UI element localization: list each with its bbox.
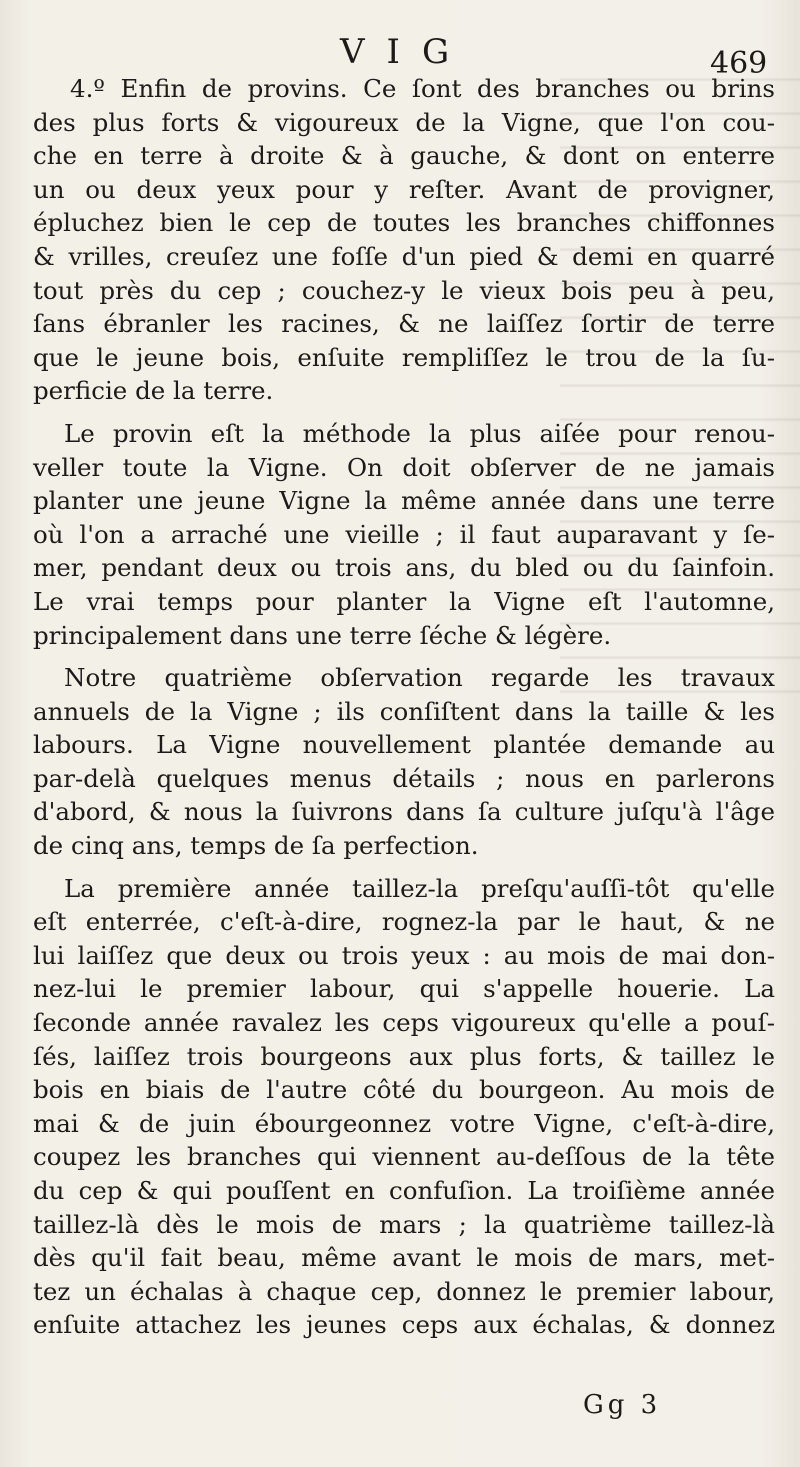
text-line: 4.º Enfin de provins. Ce ſont des branches ou brins — [70, 74, 775, 103]
text-line: mai & de juin ébourgeonnez votre Vigne, c'eſt-à-dire, — [33, 1108, 775, 1138]
text-line: La première année taillez-la preſqu'auſſi-tôt qu'elle — [64, 873, 775, 903]
text-line: veller toute la Vigne. On doit obſerver de ne jamais — [33, 452, 775, 482]
paragraph — [33, 72, 775, 408]
text-line: de cinq ans, temps de ſa perfection. — [33, 831, 479, 861]
text-line: coupez les branches qui viennent au-deſſous de la tête — [33, 1142, 775, 1172]
page-number: 469 — [710, 46, 768, 81]
text-line: planter une jeune Vigne la même année dans une terre — [33, 486, 775, 516]
text-line: dès qu'il fait beau, même avant le mois de mars, met- — [33, 1243, 775, 1273]
text-line: du cep & qui pouſſent en confuſion. La troiſième année — [33, 1176, 775, 1205]
text-line: Notre quatrième obſervation regarde les travaux — [64, 663, 775, 693]
text-line: labours. La Vigne nouvellement plantée demande au — [33, 730, 775, 760]
text-line: che en terre à droite & à gauche, & dont on enterre — [33, 141, 775, 171]
text-line: Le vrai temps pour planter la Vigne eſt l'automne, — [33, 586, 775, 616]
paragraph — [33, 417, 775, 652]
text-line: ſés, laiſſez trois bourgeons aux plus forts, & taillez le — [33, 1041, 775, 1071]
text-line: annuels de la Vigne ; ils conſiſtent dans la taille & les — [33, 696, 775, 726]
text-line: eſt enterrée, c'eſt-à-dire, rognez-la par le haut, & ne — [33, 907, 775, 937]
text-line: bois en biais de l'autre côté du bourgeon. Au mois de — [33, 1075, 775, 1105]
text-line: mer, pendant deux ou trois ans, du bled ou du ſainfoin. — [33, 553, 775, 583]
text-line: d'abord, & nous la ſuivrons dans ſa culture juſqu'à l'âge — [33, 797, 775, 827]
paragraph — [33, 872, 775, 1342]
text-line: lui laiſſez que deux ou trois yeux : au mois de mai don- — [33, 940, 775, 970]
text-line: tez un échalas à chaque cep, donnez le premier labour, — [33, 1276, 775, 1306]
body-text — [33, 72, 775, 1342]
text-line: enſuite attachez les jeunes ceps aux échalas, & donnez — [33, 1310, 775, 1340]
text-line: taillez-là dès le mois de mars ; la quatrième taillez-là — [33, 1209, 775, 1239]
text-line: tout près du cep ; couchez-y le vieux bois peu à peu, — [33, 275, 775, 305]
text-line: des plus forts & vigoureux de la Vigne, que l'on cou- — [33, 107, 775, 137]
text-line: nez-lui le premier labour, qui s'appelle houerie. La — [33, 974, 775, 1004]
text-line: que le jeune bois, enſuite rempliſſez le trou de la ſu- — [33, 342, 775, 372]
text-line: principalement dans une terre ſéche & légère. — [33, 620, 612, 650]
signature-mark: Gg 3 — [583, 1390, 662, 1420]
running-head-title: VIG — [340, 32, 472, 72]
text-line: où l'on a arraché une vieille ; il faut auparavant y ſe- — [33, 519, 775, 549]
text-line: un ou deux yeux pour y reſter. Avant de provigner, — [33, 174, 775, 204]
paragraph — [33, 661, 775, 863]
text-line: & vrilles, creuſez une foſſe d'un pied & demi en quarré — [33, 241, 775, 271]
text-line: perficie de la terre. — [33, 376, 274, 406]
text-line: épluchez bien le cep de toutes les branches chiffonnes — [33, 208, 775, 238]
text-line: Le provin eſt la méthode la plus aiſée pour renou- — [64, 418, 775, 448]
text-line: ſans ébranler les racines, & ne laiſſez ſortir de terre — [33, 309, 775, 339]
text-line: ſeconde année ravalez les ceps vigoureux qu'elle a pouſ- — [33, 1008, 775, 1038]
running-head — [0, 28, 800, 81]
text-line: par-delà quelques menus détails ; nous en parlerons — [33, 763, 775, 793]
